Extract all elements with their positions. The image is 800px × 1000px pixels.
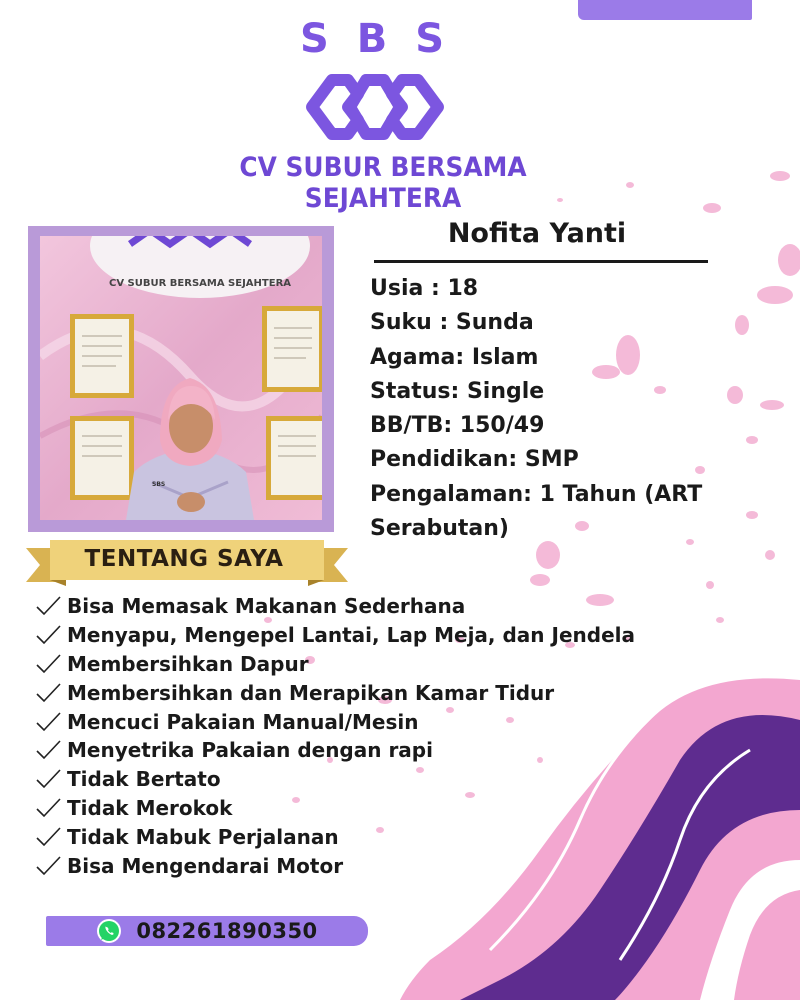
skill-text: Tidak Bertato — [67, 767, 221, 792]
check-icon — [34, 855, 64, 877]
check-icon — [34, 826, 64, 848]
name-underline — [374, 260, 708, 263]
check-icon — [34, 595, 64, 617]
skill-text: Bisa Mengendarai Motor — [67, 853, 344, 878]
profile-details — [370, 272, 720, 546]
photo-arc-text: CV SUBUR BERSAMA SEJAHTERA — [108, 278, 292, 289]
check-icon — [34, 624, 64, 646]
skill-text: Menyapu, Mengepel Lantai, Lap Meja, dan Jendela — [67, 623, 635, 648]
list-item — [34, 592, 634, 621]
list-item — [34, 621, 634, 650]
skill-text: Tidak Merokok — [67, 795, 233, 820]
phone-number[interactable]: 082261890350 — [136, 919, 318, 943]
profile-photo — [40, 236, 322, 520]
check-icon — [34, 653, 64, 675]
check-icon — [34, 797, 64, 819]
detail-religion: Agama: Islam — [370, 344, 539, 370]
photo-frame — [28, 226, 334, 532]
skill-text: Bisa Memasak Makanan Sederhana — [67, 594, 466, 619]
skill-text: Tidak Mabuk Perjalanan — [67, 824, 339, 849]
company-name: CV SUBUR BERSAMA SEJAHTERA — [239, 152, 527, 214]
logo-letter-b: B — [356, 16, 390, 62]
check-icon — [34, 682, 64, 704]
contact-bar[interactable] — [46, 916, 368, 946]
skill-text: Mencuci Pakaian Manual/Mesin — [67, 709, 419, 734]
about-heading: TENTANG SAYA — [84, 546, 284, 572]
detail-experience-cont: Serabutan) — [370, 516, 509, 542]
detail-weight-height: BB/TB: 150/49 — [370, 413, 545, 439]
whatsapp-icon — [96, 918, 122, 944]
uniform-badge: SBS — [152, 481, 166, 488]
detail-ethnicity: Suku : Sunda — [370, 310, 534, 336]
logo-letters — [300, 16, 446, 62]
check-icon — [34, 739, 64, 761]
skill-text: Membersihkan dan Merapikan Kamar Tidur — [67, 680, 555, 705]
detail-experience: Pengalaman: 1 Tahun (ART — [370, 481, 703, 507]
logo-letter-s2: S — [415, 16, 446, 62]
profile-name: Nofita Yanti — [447, 218, 627, 249]
logo-letter-s1: S — [300, 16, 331, 62]
wave-decoration — [400, 660, 800, 1000]
chain-link-logo-icon — [300, 66, 450, 148]
check-icon — [34, 711, 64, 733]
check-icon — [34, 768, 64, 790]
detail-education: Pendidikan: SMP — [370, 447, 579, 473]
detail-age: Usia : 18 — [370, 276, 479, 301]
skill-text: Menyetrika Pakaian dengan rapi — [67, 738, 433, 763]
skill-text: Membersihkan Dapur — [67, 651, 309, 676]
detail-status: Status: Single — [370, 378, 545, 404]
